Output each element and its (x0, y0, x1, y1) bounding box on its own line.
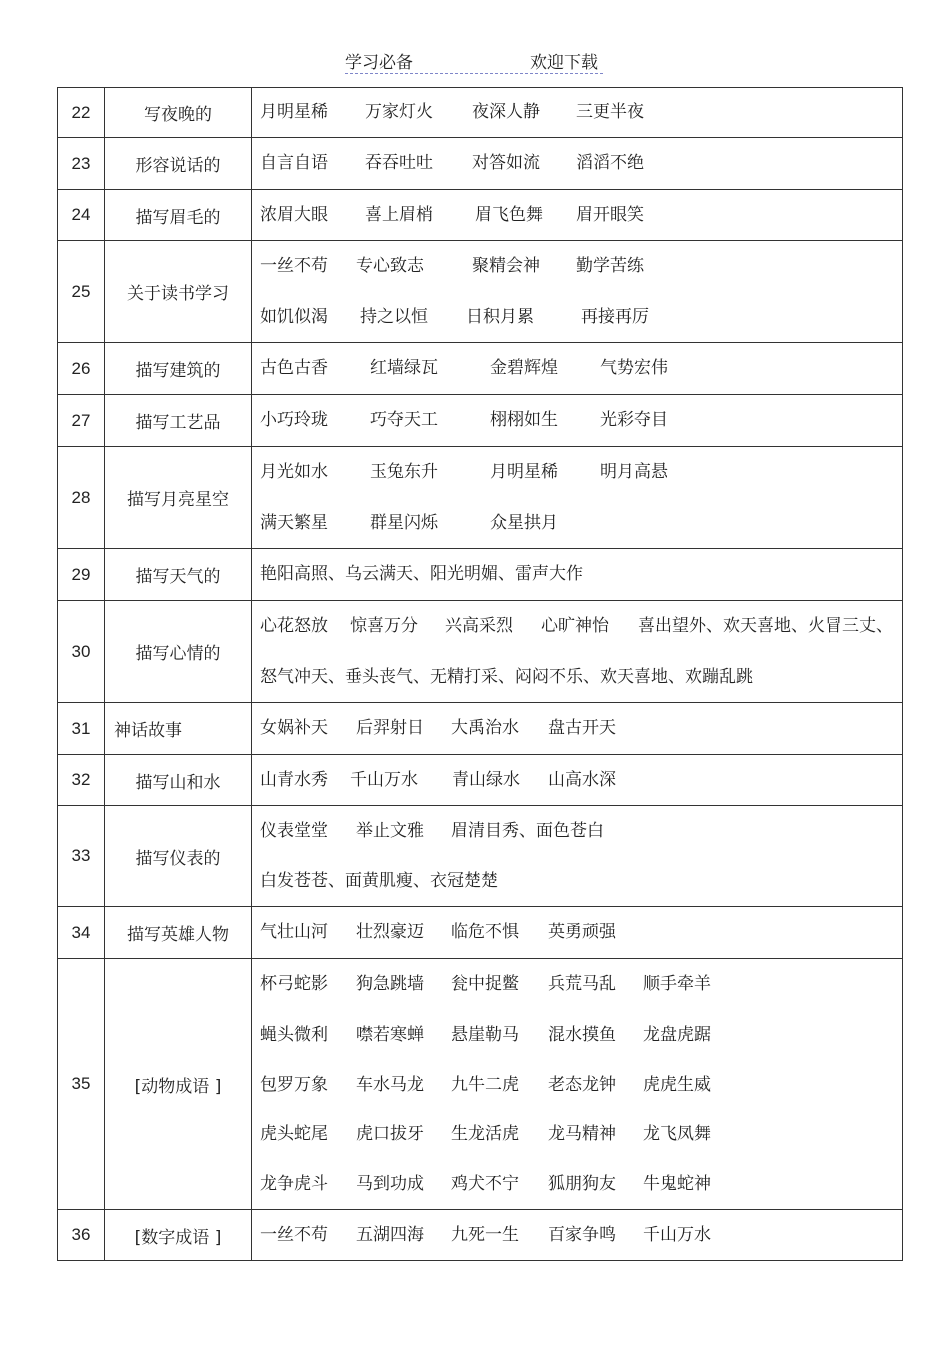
table-row (58, 190, 903, 241)
row-category: 描写月亮星空 (105, 447, 252, 549)
page-header (345, 47, 603, 74)
idiom-text: 万家灯火 (365, 102, 433, 122)
idiom-text: 心花怒放 (260, 616, 328, 636)
idiom-line (260, 292, 902, 342)
row-idioms (252, 755, 903, 806)
idiom-text: 心旷神怡 (541, 616, 609, 636)
idiom-line (260, 907, 902, 958)
idiom-text: 千山万水 (643, 1225, 711, 1245)
idiom-text: 鸡犬不宁 (451, 1174, 519, 1194)
idiom-text: 车水马龙 (356, 1075, 424, 1095)
row-category: 描写英雄人物 (105, 907, 252, 959)
table-row (58, 1210, 903, 1261)
idiom-text: 一丝不苟 (260, 256, 328, 276)
idiom-text: 勤学苦练 (576, 256, 644, 276)
idiom-text: 怒气冲天、垂头丧气、无精打采、闷闷不乐、欢天喜地、欢蹦乱跳 (260, 667, 753, 687)
idiom-text: 眉飞色舞 (475, 205, 543, 225)
table-row (58, 755, 903, 806)
row-number: 30 (58, 601, 105, 703)
idiom-line (260, 959, 902, 1010)
table-row (58, 601, 903, 703)
idiom-line (260, 1159, 902, 1209)
row-idioms (252, 190, 903, 241)
row-number: 22 (58, 88, 105, 138)
row-number: 31 (58, 703, 105, 755)
idiom-text: 兴高采烈 (445, 616, 513, 636)
row-category: 写夜晚的 (105, 88, 252, 138)
idiom-text: 混水摸鱼 (548, 1025, 616, 1045)
idiom-line (260, 652, 902, 702)
idiom-line (260, 601, 902, 652)
idiom-text: 杯弓蛇影 (260, 974, 328, 994)
row-category: 描写仪表的 (105, 806, 252, 907)
idiom-line (260, 190, 902, 240)
table-row (58, 447, 903, 549)
idiom-text: 顺手牵羊 (643, 974, 711, 994)
idiom-text: 龙马精神 (548, 1124, 616, 1144)
idiom-text: 举止文雅 (356, 821, 424, 841)
idiom-text: 月明星稀 (490, 462, 558, 482)
idiom-text: 蝇头微利 (260, 1025, 328, 1045)
idiom-text: 百家争鸣 (548, 1225, 616, 1245)
idiom-line (260, 241, 902, 292)
idiom-text: 虎口拔牙 (356, 1124, 424, 1144)
idiom-text: 明月高悬 (600, 462, 668, 482)
idiom-line (260, 447, 902, 498)
idiom-line (260, 88, 902, 137)
row-idioms (252, 343, 903, 395)
row-category: 关于读书学习 (105, 241, 252, 343)
idiom-text: 龙盘虎踞 (643, 1025, 711, 1045)
idiom-text: 九死一生 (451, 1225, 519, 1245)
idiom-text: 女娲补天 (260, 718, 328, 738)
idiom-text: 悬崖勒马 (451, 1025, 519, 1045)
idiom-text: 千山万水 (350, 770, 418, 790)
idiom-text: 惊喜万分 (350, 616, 418, 636)
idiom-text: 浓眉大眼 (260, 205, 328, 225)
idiom-text: 对答如流 (472, 153, 540, 173)
idiom-text: 龙飞凤舞 (643, 1124, 711, 1144)
idiom-text: 月明星稀 (260, 102, 328, 122)
table-row (58, 959, 903, 1210)
idiom-text: 满天繁星 (260, 513, 328, 533)
idiom-text: 三更半夜 (576, 102, 644, 122)
idiom-line (260, 498, 902, 548)
idiom-text: 艳阳高照、乌云满天、阳光明媚、雷声大作 (260, 564, 583, 584)
idiom-text: 金碧辉煌 (490, 358, 558, 378)
idiom-text: 光彩夺目 (600, 410, 668, 430)
idiom-line (260, 703, 902, 754)
idiom-line (260, 138, 902, 189)
header-left-text: 学习必备 (345, 53, 413, 73)
row-idioms (252, 601, 903, 703)
table-row (58, 138, 903, 190)
table-row (58, 549, 903, 601)
idiom-text: 虎头蛇尾 (260, 1124, 328, 1144)
idiom-text: 英勇顽强 (548, 922, 616, 942)
idiom-text: 狐朋狗友 (548, 1174, 616, 1194)
idiom-text: 包罗万象 (260, 1075, 328, 1095)
row-number: 24 (58, 190, 105, 241)
idiom-text: 聚精会神 (472, 256, 540, 276)
idiom-text: 气壮山河 (260, 922, 328, 942)
idiom-line (260, 1060, 902, 1110)
idiom-text: 后羿射日 (356, 718, 424, 738)
idiom-text: 老态龙钟 (548, 1075, 616, 1095)
idiom-table (57, 87, 903, 1261)
row-idioms (252, 549, 903, 601)
header-right-text: 欢迎下载 (530, 53, 598, 73)
idiom-text: 再接再厉 (581, 307, 649, 327)
idiom-text: 滔滔不绝 (576, 153, 644, 173)
row-category: 描写建筑的 (105, 343, 252, 395)
idiom-text: 大禹治水 (451, 718, 519, 738)
row-category: 描写眉毛的 (105, 190, 252, 241)
row-category: 神话故事 (105, 703, 252, 755)
table-row (58, 88, 903, 138)
idiom-text: 兵荒马乱 (548, 974, 616, 994)
row-idioms (252, 88, 903, 138)
row-category: [动物成语 ] (105, 959, 252, 1210)
idiom-text: 牛鬼蛇神 (643, 1174, 711, 1194)
row-number: 33 (58, 806, 105, 907)
row-number: 27 (58, 395, 105, 447)
row-category: 描写心情的 (105, 601, 252, 703)
idiom-text: 吞吞吐吐 (365, 153, 433, 173)
idiom-line (260, 1210, 902, 1260)
row-idioms (252, 138, 903, 190)
idiom-text: 九牛二虎 (451, 1075, 519, 1095)
idiom-text: 青山绿水 (452, 770, 520, 790)
idiom-text: 自言自语 (260, 153, 328, 173)
row-idioms (252, 447, 903, 549)
idiom-text: 仪表堂堂 (260, 821, 328, 841)
idiom-text: 山青水秀 (260, 770, 328, 790)
row-category: 描写工艺品 (105, 395, 252, 447)
row-idioms (252, 703, 903, 755)
row-number: 34 (58, 907, 105, 959)
idiom-text: 喜上眉梢 (365, 205, 433, 225)
idiom-text: 月光如水 (260, 462, 328, 482)
idiom-text: 持之以恒 (360, 307, 428, 327)
idiom-text: 如饥似渴 (260, 307, 328, 327)
table-row (58, 703, 903, 755)
idiom-text: 虎虎生威 (643, 1075, 711, 1095)
row-idioms (252, 806, 903, 907)
row-number: 29 (58, 549, 105, 601)
idiom-text: 瓮中捉鳖 (451, 974, 519, 994)
idiom-text: 气势宏伟 (600, 358, 668, 378)
idiom-text: 红墙绿瓦 (370, 358, 438, 378)
table-row (58, 395, 903, 447)
idiom-text: 马到功成 (356, 1174, 424, 1194)
idiom-line (260, 806, 902, 857)
row-category: 形容说话的 (105, 138, 252, 190)
idiom-text: 古色古香 (260, 358, 328, 378)
row-category: [数字成语 ] (105, 1210, 252, 1261)
idiom-text: 临危不惧 (451, 922, 519, 942)
idiom-text: 狗急跳墙 (356, 974, 424, 994)
idiom-text: 龙争虎斗 (260, 1174, 328, 1194)
table-row (58, 241, 903, 343)
idiom-text: 壮烈豪迈 (356, 922, 424, 942)
table-row (58, 343, 903, 395)
idiom-text: 日积月累 (466, 307, 534, 327)
idiom-line (260, 857, 902, 906)
row-number: 36 (58, 1210, 105, 1261)
idiom-text: 生龙活虎 (451, 1124, 519, 1144)
idiom-text: 夜深人静 (472, 102, 540, 122)
row-idioms (252, 1210, 903, 1261)
idiom-text: 巧夺天工 (370, 410, 438, 430)
idiom-text: 山高水深 (548, 770, 616, 790)
idiom-line (260, 395, 902, 446)
row-idioms (252, 907, 903, 959)
idiom-text: 喜出望外、欢天喜地、火冒三丈、 (638, 616, 893, 636)
idiom-text: 白发苍苍、面黄肌瘦、衣冠楚楚 (260, 871, 498, 891)
idiom-text: 噤若寒蝉 (356, 1025, 424, 1045)
row-idioms (252, 241, 903, 343)
row-number: 23 (58, 138, 105, 190)
idiom-line (260, 1110, 902, 1159)
idiom-text: 玉兔东升 (370, 462, 438, 482)
idiom-line (260, 343, 902, 394)
row-number: 28 (58, 447, 105, 549)
row-category: 描写山和水 (105, 755, 252, 806)
row-number: 35 (58, 959, 105, 1210)
idiom-text: 栩栩如生 (490, 410, 558, 430)
idiom-text: 群星闪烁 (370, 513, 438, 533)
row-idioms (252, 395, 903, 447)
idiom-text: 眉开眼笑 (576, 205, 644, 225)
idiom-table-body (58, 88, 903, 1261)
idiom-line (260, 549, 902, 600)
row-number: 32 (58, 755, 105, 806)
row-category: 描写天气的 (105, 549, 252, 601)
idiom-text: 盘古开天 (548, 718, 616, 738)
table-row (58, 806, 903, 907)
idiom-text: 五湖四海 (356, 1225, 424, 1245)
idiom-text: 众星拱月 (490, 513, 558, 533)
idiom-line (260, 755, 902, 805)
idiom-line (260, 1010, 902, 1060)
idiom-text: 专心致志 (356, 256, 424, 276)
row-number: 26 (58, 343, 105, 395)
row-number: 25 (58, 241, 105, 343)
row-idioms (252, 959, 903, 1210)
idiom-text: 眉清目秀、面色苍白 (451, 821, 604, 841)
table-row (58, 907, 903, 959)
idiom-text: 一丝不苟 (260, 1225, 328, 1245)
idiom-text: 小巧玲珑 (260, 410, 328, 430)
